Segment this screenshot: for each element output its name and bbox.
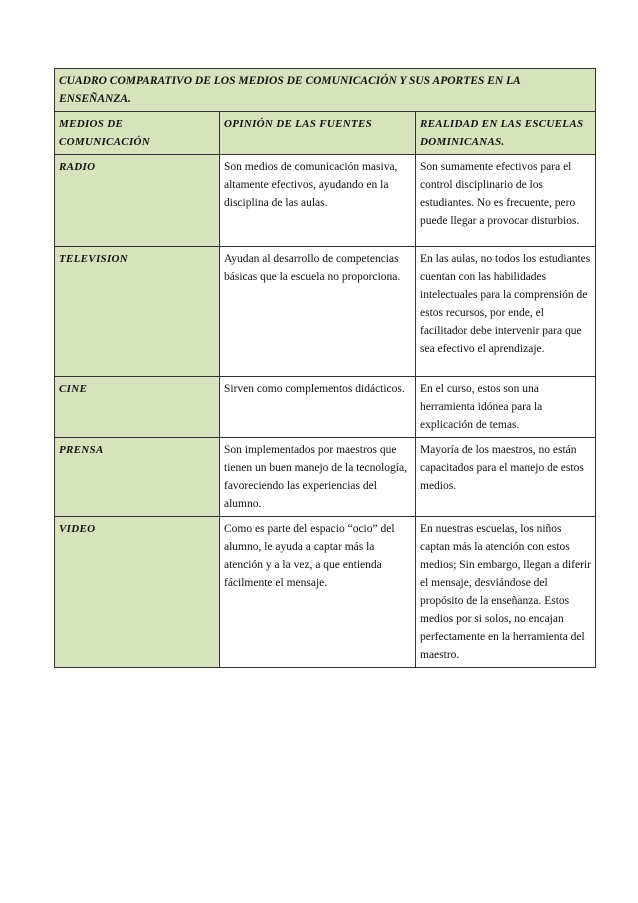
opinion-cell: Son implementados por maestros que tienen un buen manejo de la tecnología, favoreciendo las experiencias del alumno.: [220, 438, 416, 517]
table-row: [55, 247, 596, 377]
opinion-cell: Sirven como complementos didácticos.: [220, 377, 416, 438]
table-row: [55, 438, 596, 517]
opinion-cell: Son medios de comunicación masiva, altamente efectivos, ayudando en la disciplina de las aulas.: [220, 155, 416, 247]
reality-cell: En el curso, estos son una herramienta idónea para la explicación de temas.: [416, 377, 596, 438]
table-row: [55, 155, 596, 247]
medium-cell: RADIO: [55, 155, 220, 247]
header-opinion: OPINIÓN DE LAS FUENTES: [220, 112, 416, 155]
medium-cell: VIDEO: [55, 517, 220, 668]
header-medium: MEDIOS DE COMUNICACIÓN: [55, 112, 220, 155]
reality-cell: En nuestras escuelas, los niños captan más la atención con estos medios; Sin embargo, llegan a diferir el mensaje, desviándose del propósito de la enseñanza. Estos medios por si solos, no encajan perfectamente en la herramienta del maestro.: [416, 517, 596, 668]
opinion-cell: Como es parte del espacio “ocio” del alumno, le ayuda a captar más la atención y a la vez, a que entienda fácilmente el mensaje.: [220, 517, 416, 668]
title-row: [55, 69, 596, 112]
header-reality: REALIDAD EN LAS ESCUELAS DOMINICANAS.: [416, 112, 596, 155]
reality-cell: Mayoría de los maestros, no están capacitados para el manejo de estos medios.: [416, 438, 596, 517]
header-row: [55, 112, 596, 155]
table-title: CUADRO COMPARATIVO DE LOS MEDIOS DE COMUNICACIÓN Y SUS APORTES EN LA ENSEÑANZA.: [55, 69, 596, 112]
medium-cell: CINE: [55, 377, 220, 438]
medium-cell: TELEVISION: [55, 247, 220, 377]
table-row: [55, 377, 596, 438]
medium-cell: PRENSA: [55, 438, 220, 517]
opinion-cell: Ayudan al desarrollo de competencias básicas que la escuela no proporciona.: [220, 247, 416, 377]
reality-cell: Son sumamente efectivos para el control disciplinario de los estudiantes. No es frecuente, pero puede llegar a provocar disturbios.: [416, 155, 596, 247]
reality-cell: En las aulas, no todos los estudiantes cuentan con las habilidades intelectuales para la comprensión de estos recursos, por ende, el facilitador debe intervenir para que sea efectivo el aprendizaje.: [416, 247, 596, 377]
comparison-table: [54, 68, 596, 668]
table-row: [55, 517, 596, 668]
